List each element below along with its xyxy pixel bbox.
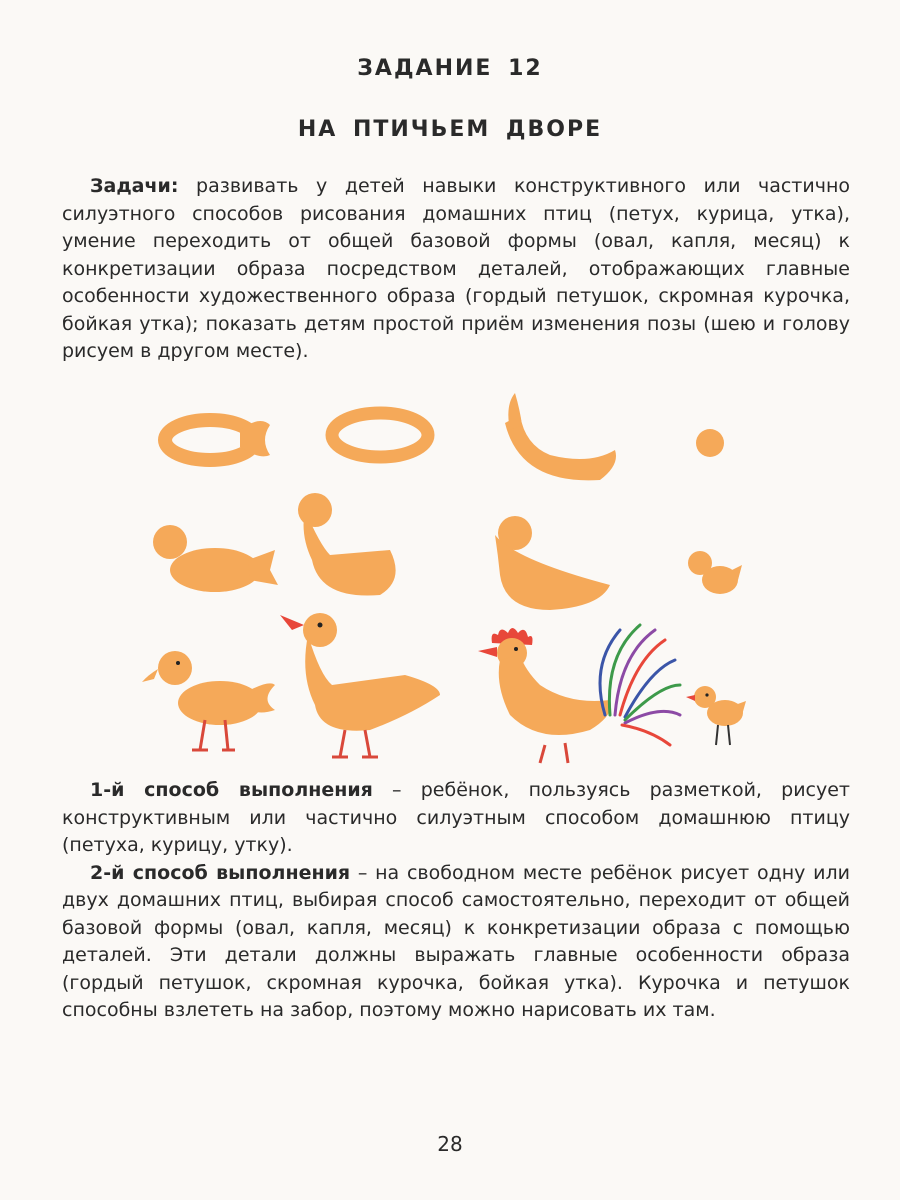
page-title: НА ПТИЧЬЕМ ДВОРЕ [297,117,603,142]
rooster-drawing [478,625,680,763]
duck-base-shape [153,525,278,592]
goose-drawing [280,613,440,757]
goose-base-shape [298,493,396,596]
duckling-drawing [142,651,275,750]
goals-paragraph [62,173,850,366]
method-1-label: 1-й способ выполнения [90,779,373,801]
page-number: 28 [437,1132,463,1156]
drop-shape [696,429,724,457]
method-1-paragraph [62,777,850,860]
crescent-shape [505,393,616,480]
birds-illustration [120,385,760,775]
method-2-paragraph [62,860,850,1025]
chick-base-shape [688,551,742,594]
hen-base-shape [495,516,610,610]
goals-text: развивать у детей навыки конструктивного или частично силуэтного способов рисования домашних птиц (петух, курица, утка), умение переходить от общей базовой формы (овал, капля, месяц) к конкретизации образа посредством деталей, отображающих главные особенности художественного образа (гордый петушок, скромная курочка, бойкая утка); показать детям простой приём изменения позы (шею и голову рисуем в другом месте). [62,175,850,362]
chick-drawing [686,686,746,745]
method-1-text: – ребёнок, пользуясь разметкой, рисует конструктивным или частично силуэтным способом домашнюю птицу (петуха, курицу, утку). [62,779,850,856]
method-2-label: 2-й способ выполнения [90,861,351,884]
methods-section [62,777,850,1025]
task-number: ЗАДАНИЕ 12 [357,56,543,81]
goals-label: Задачи: [90,175,179,197]
fish-shape-step [165,420,270,460]
method-2-text: – на свободном месте ребёнок рисует одну или двух домашних птиц, выбирая способ самостоятельно, переходит от общей базовой формы (овал, капля, месяц) к конкретизации образа с помощью деталей. Эти детали должны выражать главные особенности образа (гордый петушок, скромная курочка, бойкая утка). Курочка и петушок способны взлететь на забор, поэтому можно нарисовать их там. [62,861,850,1021]
oval-shape [332,413,428,457]
